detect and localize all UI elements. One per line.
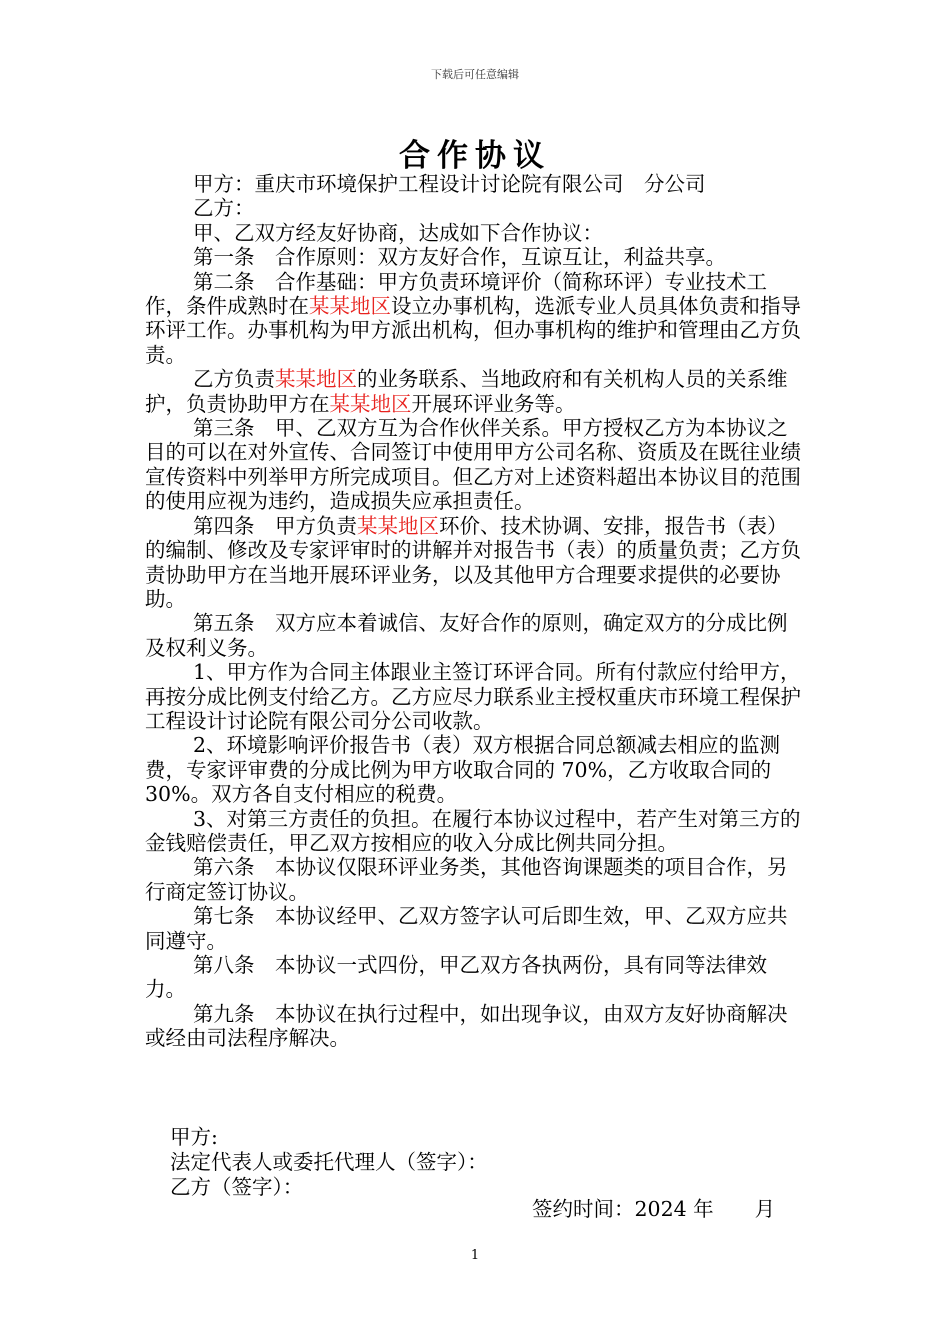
signing-date: 签约时间：2024 年 月 [532,1197,776,1221]
region-placeholder: 某某地区 [329,391,412,416]
article-5: 第五条 双方应本着诚信、友好合作的原则，确定双方的分成比例及权利义务。 [145,611,788,660]
signature-party-b: 乙方（签字）： [170,1175,304,1199]
page-header: 下载后可任意编辑 [431,68,519,81]
intro-paragraph: 甲、乙双方经友好协商，达成如下合作协议： [193,220,603,245]
region-placeholder: 某某地区 [309,294,391,319]
article-5-item-1: 1、甲方作为合同主体跟业主签订环评合同。所有付款应付给甲方，再按分成比例支付给乙方。乙方应尽力联系业主授权重庆市环境工程保护工程设计讨论院有限公司分公司收款。 [145,660,801,733]
article-2 [145,270,805,368]
article-3: 第三条 甲、乙双方互为合作伙伴关系。甲方授权乙方为本协议之目的可以在对外宣传、合同签订中使用甲方公司名称、资质及在既往业绩宣传资料中列举甲方所完成项目。但乙方对上述资料超出本协议目的范围的使用应视为违约，造成损失应承担责任。 [145,416,801,514]
region-placeholder: 某某地区 [357,513,439,538]
article-2-party-b-text-c: 开展环评业务等。 [411,391,576,416]
article-2-party-b-text-b: 的业务联系、当地政府和有关机构人员的关系维护，负责协助甲方在 [145,367,788,416]
article-5-item-2: 2、环境影响评价报告书（表）双方根据合同总额减去相应的监测费，专家评审费的分成比例为甲方收取合同的 70%，乙方收取合同的 30%。双方各自支付相应的税费。 [145,733,781,807]
page-number: 1 [470,1248,480,1263]
article-4-text-b: 环价、技术协调、安排，报告书（表）的编制、修改及专家评审时的讲解并对报告书（表）的质量负责；乙方负责协助甲方在当地开展环评业务，以及其他甲方合理要求提供的必要协助。 [145,513,801,611]
article-6: 第六条 本协议仅限环评业务类，其他咨询课题类的项目合作，另行商定签订协议。 [145,855,788,904]
article-4-text-a: 第四条 甲方负责 [193,513,357,538]
article-1: 第一条 合作原则：双方友好合作，互谅互让，利益共享。 [193,245,726,270]
article-2-text-a: 第二条 合作基础：甲方负责环境评价（简称环评）专业技术工作，条件成熟时在 [145,269,767,319]
article-2-party-b [145,367,805,416]
region-placeholder: 某某地区 [275,367,357,392]
signature-legal-representative: 法定代表人或委托代理人（签字）： [170,1150,488,1174]
article-2-party-b-text-a: 乙方负责 [193,367,275,392]
signature-party-a: 甲方: [170,1125,218,1149]
document-title: 合作协议 [399,138,551,174]
agreement-body [145,172,805,1051]
article-2-text-b: 设立办事机构，选派专业人员具体负责和指导环评工作。办事机构为甲方派出机构，但办事机构的维护和管理由乙方负责。 [145,294,801,367]
article-8: 第八条 本协议一式四份，甲乙双方各执两份，具有同等法律效力。 [145,953,767,1002]
party-b-line: 乙方： [193,196,255,221]
article-9: 第九条 本协议在执行过程中，如出现争议，由双方友好协商解决或经由司法程序解决。 [145,1001,788,1051]
article-5-item-3: 3、对第三方责任的负担。在履行本协议过程中，若产生对第三方的金钱赔偿责任，甲乙双方按相应的收入分成比例共同分担。 [145,806,801,855]
party-a-line: 甲方：重庆市环境保护工程设计讨论院有限公司 分公司 [193,172,706,196]
article-4 [145,514,805,612]
article-7: 第七条 本协议经甲、乙双方签字认可后即生效，甲、乙双方应共同遵守。 [145,904,788,953]
